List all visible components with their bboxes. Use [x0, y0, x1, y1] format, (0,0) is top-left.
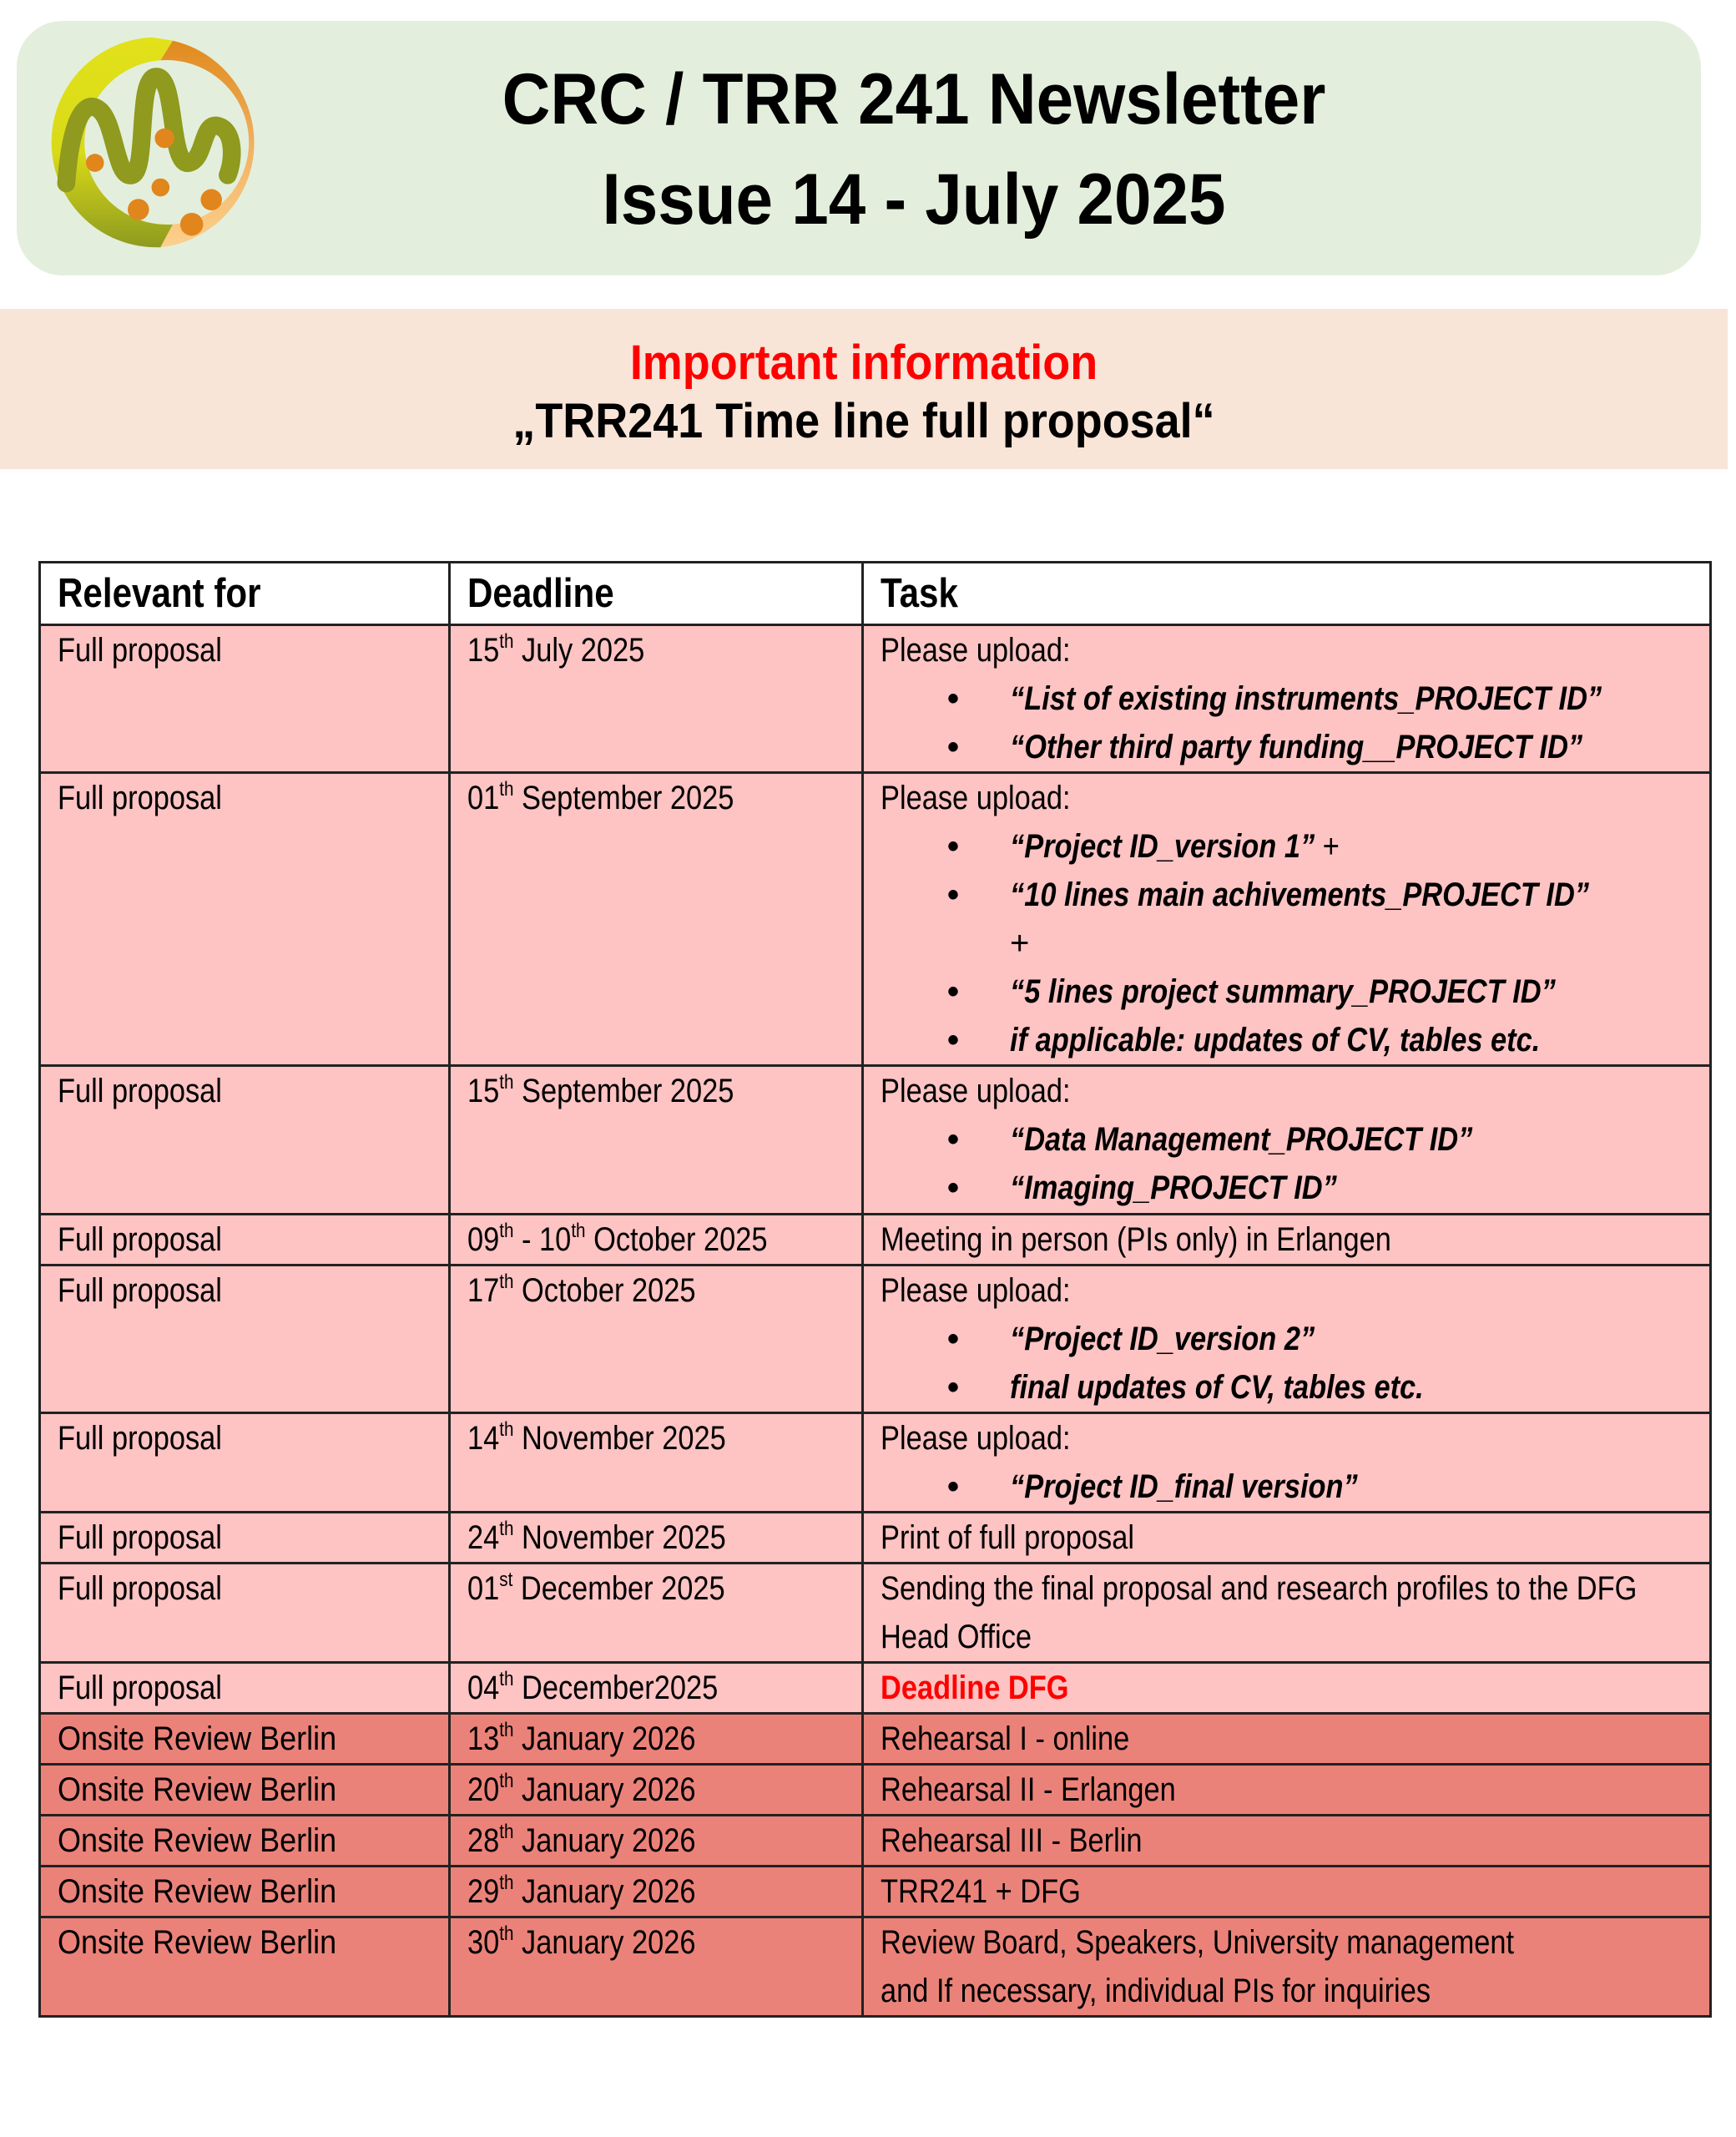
table-row — [40, 1663, 1711, 1714]
upload-item: • “10 lines main achivements_PROJECT ID” + — [947, 871, 1693, 967]
column-header-relevant: Relevant for — [40, 563, 450, 625]
bullet-icon: • — [947, 973, 960, 1010]
task-cell: Please upload: • “Project ID_version 2” • final updates of CV, tables etc. — [863, 1266, 1711, 1413]
task-cell: Please upload: • “Data Management_PROJECT ID” • “Imaging_PROJECT ID” — [863, 1066, 1711, 1215]
table-row — [40, 1066, 1711, 1215]
bullet-icon: • — [947, 680, 960, 717]
upload-item: • if applicable: updates of CV, tables etc. — [947, 1016, 1693, 1064]
deadline-cell: 04th December2025 — [450, 1663, 863, 1714]
task-cell: Sending the final proposal and research profiles to the DFG Head Office — [863, 1564, 1711, 1663]
table-row — [40, 773, 1711, 1066]
column-header-task: Task — [863, 563, 1711, 625]
relevant-cell: Full proposal — [40, 1215, 450, 1266]
table-row — [40, 1564, 1711, 1663]
bullet-icon: • — [947, 828, 960, 865]
upload-item: • “Imaging_PROJECT ID” — [947, 1164, 1693, 1212]
bullet-icon: • — [947, 1121, 960, 1158]
task-cell: TRR241 + DFG — [863, 1867, 1711, 1917]
deadline-cell: 28th January 2026 — [450, 1816, 863, 1867]
deadline-cell: 24th November 2025 — [450, 1513, 863, 1564]
task-cell: Please upload: • “List of existing instruments_PROJECT ID” • “Other third party funding__PROJECT ID” — [863, 625, 1711, 773]
table-row — [40, 1867, 1711, 1917]
upload-item: • “Project ID_final version” — [947, 1463, 1693, 1511]
deadline-cell: 15th September 2025 — [450, 1066, 863, 1215]
task-cell: Rehearsal II - Erlangen — [863, 1765, 1711, 1816]
relevant-cell: Full proposal — [40, 1663, 450, 1714]
upload-item: • “Project ID_version 2” — [947, 1315, 1693, 1363]
task-cell: Please upload: • “Project ID_version 1” + • “10 lines main achivements_PROJECT ID” + • “5 lines project summary_PROJECT ID” • if applicable: updates of CV, tables etc. — [863, 773, 1711, 1066]
relevant-cell: Full proposal — [40, 1564, 450, 1663]
task-cell: Please upload: • “Project ID_final version” — [863, 1413, 1711, 1513]
upload-list — [881, 1315, 1693, 1412]
task-cell: Print of full proposal — [863, 1513, 1711, 1564]
deadline-cell: 15th July 2025 — [450, 625, 863, 773]
relevant-cell: Onsite Review Berlin — [40, 1917, 450, 2017]
task-cell: Rehearsal I - online — [863, 1714, 1711, 1765]
bullet-icon: • — [947, 1468, 960, 1505]
bullet-icon: • — [947, 1022, 960, 1058]
table-row — [40, 1413, 1711, 1513]
bullet-icon: • — [947, 1369, 960, 1406]
table-row — [40, 1266, 1711, 1413]
deadline-cell: 01st December 2025 — [450, 1564, 863, 1663]
relevant-cell: Full proposal — [40, 1513, 450, 1564]
upload-list — [881, 1115, 1693, 1212]
bullet-icon: • — [947, 1321, 960, 1357]
timeline-subtitle: „TRR241 Time line full proposal“ — [512, 394, 1215, 448]
bullet-icon: • — [947, 729, 960, 765]
relevant-cell: Full proposal — [40, 1266, 450, 1413]
newsletter-title-line1: CRC / TRR 241 Newsletter — [502, 59, 1326, 139]
deadline-cell: 13th January 2026 — [450, 1714, 863, 1765]
newsletter-issue-line: Issue 14 - July 2025 — [602, 159, 1226, 240]
relevant-cell: Onsite Review Berlin — [40, 1714, 450, 1765]
relevant-cell: Full proposal — [40, 625, 450, 773]
task-cell: Review Board, Speakers, University management and If necessary, individual PIs for inquiries — [863, 1917, 1711, 2017]
deadline-cell: 20th January 2026 — [450, 1765, 863, 1816]
upload-item: • “List of existing instruments_PROJECT ID” — [947, 674, 1693, 723]
deadline-cell: 30th January 2026 — [450, 1917, 863, 2017]
deadline-cell: 01th September 2025 — [450, 773, 863, 1066]
relevant-cell: Full proposal — [40, 773, 450, 1066]
table-row — [40, 1816, 1711, 1867]
bullet-icon: • — [947, 1170, 960, 1206]
relevant-cell: Full proposal — [40, 1413, 450, 1513]
deadline-cell: 14th November 2025 — [450, 1413, 863, 1513]
table-row — [40, 1714, 1711, 1765]
upload-list — [881, 674, 1693, 771]
relevant-cell: Onsite Review Berlin — [40, 1765, 450, 1816]
upload-item: • “5 lines project summary_PROJECT ID” — [947, 967, 1693, 1016]
relevant-cell: Full proposal — [40, 1066, 450, 1215]
table-row — [40, 625, 1711, 773]
upload-item: • “Other third party funding__PROJECT ID” — [947, 723, 1693, 771]
upload-list — [881, 1463, 1693, 1511]
newsletter-title — [275, 21, 1552, 275]
upload-item: • final updates of CV, tables etc. — [947, 1363, 1693, 1412]
trr241-logo-icon — [38, 28, 267, 257]
deadline-dfg-label: Deadline DFG — [881, 1670, 1069, 1706]
table-header-row — [40, 563, 1711, 625]
upload-list — [881, 822, 1693, 1064]
relevant-cell: Onsite Review Berlin — [40, 1867, 450, 1917]
table-row — [40, 1215, 1711, 1266]
deadline-cell: 17th October 2025 — [450, 1266, 863, 1413]
important-info-heading: Important information — [629, 336, 1098, 390]
upload-item: • “Project ID_version 1” + — [947, 822, 1693, 871]
table-row — [40, 1917, 1711, 2017]
table-row — [40, 1765, 1711, 1816]
task-cell: Meeting in person (PIs only) in Erlangen — [863, 1215, 1711, 1266]
upload-item: • “Data Management_PROJECT ID” — [947, 1115, 1693, 1164]
timeline-table — [38, 561, 1712, 2018]
important-info-banner — [0, 309, 1728, 469]
task-cell — [863, 1663, 1711, 1714]
task-cell: Rehearsal III - Berlin — [863, 1816, 1711, 1867]
deadline-cell: 09th - 10th October 2025 — [450, 1215, 863, 1266]
table-row — [40, 1513, 1711, 1564]
column-header-deadline: Deadline — [450, 563, 863, 625]
relevant-cell: Onsite Review Berlin — [40, 1816, 450, 1867]
deadline-cell: 29th January 2026 — [450, 1867, 863, 1917]
plus-sign: + — [1010, 925, 1030, 962]
bullet-icon: • — [947, 877, 960, 913]
